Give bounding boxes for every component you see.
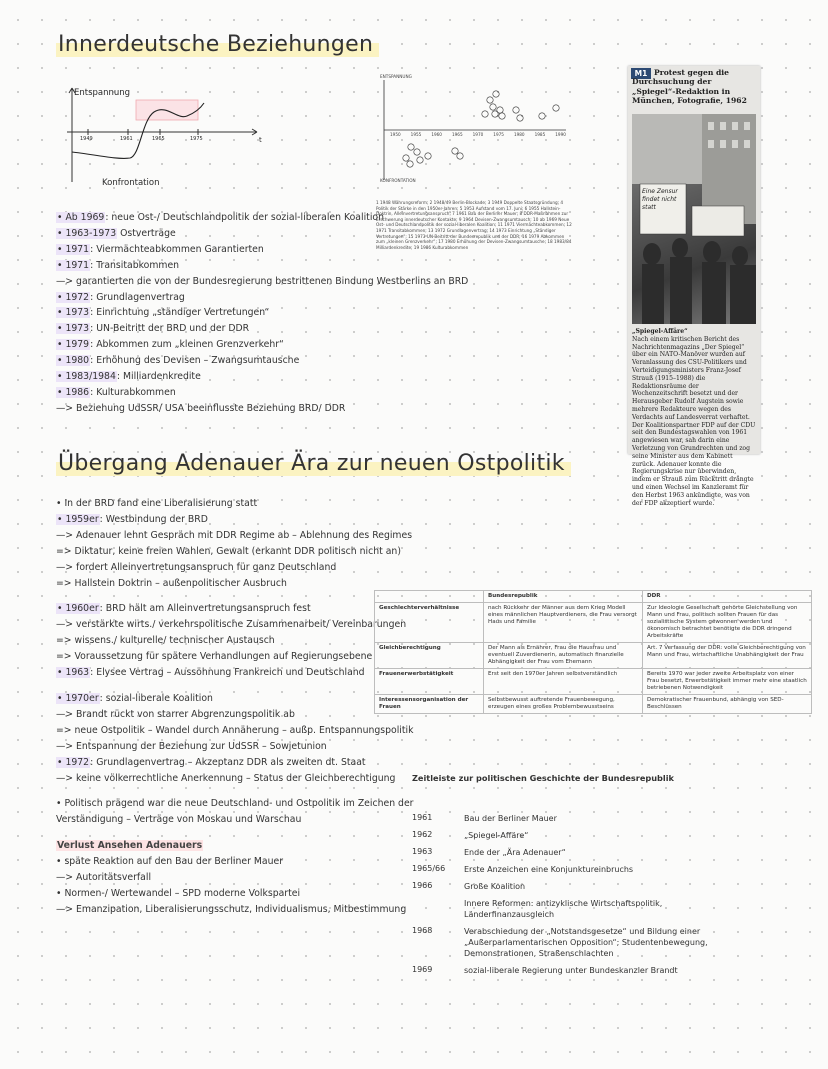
section-title-2: Übergang Adenauer Ära zur neuen Ostpolitik (56, 451, 571, 476)
note-text: —> Beziehung UdSSR/ USA beeinflusste Beziehung BRD/ DDR (56, 402, 346, 414)
note-text: : Elysee Vertrag – Aussöhnung Frankreich und Deutschland (90, 667, 365, 679)
note-text: : sozial-liberale Koalition (99, 692, 213, 704)
tick-1961: 1961 (120, 136, 133, 142)
note-line (56, 739, 414, 755)
note-line (56, 755, 414, 771)
table-row: Frauenerwerbstätigkeit Erst seit den 1970er Jahren selbstverständlich Bereits 1970 war jeder zweite Arbeitsplatz von einer Frau besetzt, Erwerbstätigkeit immer mehr eine staatlich betriebenen Notwendigkeit (375, 669, 812, 695)
timeline-year: 1961 (412, 813, 433, 822)
note-line (56, 691, 414, 707)
header-ddr: DDR (643, 591, 812, 603)
note-date: • 1971 (57, 259, 90, 271)
note-text: —> Entspannung der Beziehung zur UdSSR – Sowjetunion (56, 740, 327, 752)
timeline-year: 1969 (412, 965, 433, 974)
photo-caption (632, 328, 756, 507)
note-line (56, 633, 414, 649)
timeline (412, 773, 812, 982)
timeline-row (412, 965, 812, 976)
timeline-event: Bau der Berliner Mauer (464, 814, 557, 823)
tick-t: t (259, 136, 262, 144)
table-header-row (375, 591, 812, 603)
timeline-row (412, 813, 812, 824)
note-text: —> Emanzipation, Liberalisierungsschutz, Individualismus, Mitbestimmung (56, 903, 407, 915)
axis-label-top: Entspannung (74, 88, 131, 98)
photo-svg (632, 114, 756, 324)
note-date: • 1971 (57, 243, 90, 255)
note-line (56, 226, 468, 242)
note-date: • 1973 (57, 307, 90, 319)
note-date: • 1979 (57, 339, 90, 351)
timeline-year (412, 898, 464, 920)
hand-drawn-graph (62, 80, 272, 192)
note-text: : Einrichtung „ständiger Vertretungen“ (90, 307, 270, 319)
timeline-row (412, 898, 812, 920)
photo-heading: Protest gegen die Durchsuchung der „Spiegel“-Redaktion in München, Fotografie, 1962 (632, 68, 747, 106)
note-line (56, 290, 468, 306)
protest-photo (632, 114, 756, 324)
axis-label-bottom: Konfrontation (102, 178, 160, 188)
tick-1965: 1965 (152, 136, 165, 142)
printed-top-label: ENTSPANNUNG (380, 74, 412, 79)
note-line (56, 321, 468, 337)
note-line (56, 274, 468, 290)
comparison-table (374, 590, 812, 714)
note-text: : UN-Beitritt der BRD und der DDR (90, 323, 250, 335)
note-text: —> Adenauer lehnt Gespräch mit DDR Regime ab – Ablehnung des Regimes (56, 529, 413, 541)
note-heading: Verlust Ansehen Adenauers (57, 840, 203, 852)
note-text: => neue Ostpolitik – Wandel durch Annäherung – außp. Entspannungspolitik (56, 724, 414, 736)
note-text: —> fordert Alleinvertretungsanspruch für ganz Deutschland (56, 561, 337, 573)
timeline-event: Verabschiedung der „Notstandsgesetze“ und Bildung einer „Außerparlamentarischen Opposition“; Studentenbewegung, Demonstrationen, Straßenschlachten (464, 927, 708, 958)
timeline-row (412, 864, 812, 875)
note-date: • 1972 (57, 291, 90, 303)
note-text: —> garantierten die von der Bundesregierung bestrittenen Bindung Westberlins an BRD (56, 275, 469, 287)
note-line (56, 496, 414, 512)
note-date: • 1963-1973 (57, 227, 117, 239)
timeline-event: sozial-liberale Regierung unter Bundeskanzler Brandt (464, 966, 678, 975)
table-row: Geschlechterverhältnisse nach Rückkehr der Männer aus dem Krieg Modell eines männlichen Hauptverdieners, die Frau versorgt Haus und Familie Zur Ideologie Gesellschaft gehörte Gleichstellung von Mann und Frau, politisch sollten Frauen für das sozialistische System gewonnen werden und ökonomisch betrachtet benötigte die DDR dringend Arbeitskräfte (375, 603, 812, 643)
tick-1949: 1949 (80, 136, 93, 142)
table-row: Interessensorganisation der Frauen Selbstbewusst auftretende Frauenbewegung, erzeugen eines großes Problembewusstseins Demokratischer Frauenbund, abhängig von SED-Beschlüssen (375, 695, 812, 714)
note-line (56, 665, 414, 681)
note-line (56, 258, 468, 274)
caption-text: Nach einem kritischen Bericht des Nachrichtenmagazins „Der Spiegel“ über ein NATO-Manöver wurden auf Veranlassung des CSU-Politikers und Verteidigungsministers Franz-Josef Strauß (1915–1988) die Redaktionsräume der Wochenzeitschrift besetzt und der Herausgeber Rudolf Augstein sowie mehrere Redakteure wegen des Verdachts auf Landesverrat verhaftet. Der Koalitionspartner FDP auf der CDU seit den Bundestagswahlen von 1961 angewiesen war, sah darin eine Verletzung von Grundrechten und zog seine Minister aus dem Kabinett zurück. Adenauer konnte die Regierungskrise nur überwinden, indem er Strauß zum Rücktritt drängte und einen Wechsel im Kanzleramt für den Herbst 1963 ankündigte, was von der FDP akzeptiert wurde. (632, 335, 756, 507)
note-line (56, 601, 414, 617)
note-line (56, 617, 414, 633)
header-brd: Bundesrepublik (484, 591, 643, 603)
note-gap (56, 681, 414, 691)
note-text: : BRD hält am Alleinvertretungsanspruch fest (99, 603, 311, 615)
note-line (56, 886, 414, 902)
photo-badge: M1 (631, 68, 651, 79)
comparison-table-grid (374, 590, 812, 714)
note-text: • Politisch prägend war die neue Deutschland- und Ostpolitik im Zeichen der (56, 798, 414, 810)
note-gap (56, 828, 414, 838)
notes-ostpolitik (56, 496, 414, 918)
timeline-year: 1968 (412, 926, 433, 935)
printed-bottom-label: KONFRONTATION (380, 178, 416, 183)
note-line (56, 353, 468, 369)
printed-year-ticks: 1950 1955 1960 1965 1970 1975 1980 1985 1990 (390, 132, 566, 137)
note-text: —> keine völkerrechtliche Anerkennung – Status der Gleichberechtigung (56, 772, 396, 784)
note-line (56, 771, 414, 787)
timeline-row (412, 847, 812, 858)
note-date: • 1959er (57, 513, 99, 525)
note-line (56, 854, 414, 870)
highlight-box (136, 100, 198, 120)
timeline-row (412, 881, 812, 892)
note-date: • 1983/1984 (57, 371, 116, 383)
note-text: => Voraussetzung für spätere Verhandlungen auf Regierungsebene (56, 651, 373, 663)
note-line (56, 242, 468, 258)
note-text: : Abkommen zum „kleinen Grenzverkehr“ (90, 339, 284, 351)
note-text: : Grundlagenvertrag – Akzeptanz DDR als zweiten dt. Staat (90, 756, 366, 768)
note-date: • 1970er (57, 692, 99, 704)
note-line (56, 544, 414, 560)
note-text: : Transitabkommen (90, 259, 180, 271)
note-text: : Viermächteabkommen Garantierten (90, 243, 264, 255)
note-text: —> verstärkte wirts./ verkehrspolitische Zusammenarbeit/ Vereinbarungen (56, 619, 407, 631)
note-text: : Erhöhung des Devisen – Zwangsumtausche (90, 355, 300, 367)
timeline-event: „Spiegel-Affäre“ (464, 831, 529, 840)
note-line (56, 369, 468, 385)
note-text: => Hallstein Doktrin – außenpolitischer Ausbruch (56, 577, 287, 589)
note-line (56, 576, 414, 592)
note-line (56, 385, 468, 401)
note-line (56, 707, 414, 723)
timeline-title: Zeitleiste zur politischen Geschichte der Bundesrepublik (412, 773, 674, 783)
note-date: • 1980 (57, 355, 90, 367)
note-text: • späte Reaktion auf den Bau der Berliner Mauer (56, 856, 284, 868)
note-line (56, 796, 414, 812)
note-line (56, 812, 414, 828)
note-line (56, 870, 414, 886)
note-line (56, 528, 414, 544)
timeline-row (412, 926, 812, 959)
note-text: : Kulturabkommen (90, 386, 176, 398)
timeline-row (412, 830, 812, 841)
note-line (56, 305, 468, 321)
timeline-event: Erste Anzeichen eine Konjunktureinbruchs (464, 865, 634, 874)
note-text: : Milliardenkredite (116, 371, 201, 383)
timeline-year: 1963 (412, 847, 433, 856)
timeline-event: Innere Reformen: antizyklische Wirtschaftspolitik, Länderfinanzausgleich (464, 899, 663, 919)
note-line (56, 560, 414, 576)
caption-title: „Spiegel-Affäre“ (632, 328, 688, 335)
timeline-event: Große Koalition (464, 882, 526, 891)
photo-card (628, 66, 760, 507)
timeline-rows (412, 813, 812, 976)
tick-1975: 1975 (190, 136, 203, 142)
note-line (56, 210, 468, 226)
timeline-year: 1965/66 (412, 864, 446, 873)
note-date: • 1963 (57, 667, 90, 679)
table-row: Gleichberechtigung Der Mann als Ernährer, Frau die Hausfrau und eventuell Zuverdienerin, automatisch finanzielle Abhängigkeit der Frau vom Ehemann Art. 7 Verfassung der DDR: volle Gleichberechtigung von Mann und Frau, wirtschaftliche Unabhängigkeit der Frau (375, 643, 812, 669)
section-title-1: Innerdeutsche Beziehungen (56, 32, 379, 57)
note-line (56, 512, 414, 528)
note-line (56, 401, 468, 417)
note-text: • Normen-/ Wertewandel – SPD moderne Volkspartei (56, 887, 301, 899)
note-line (56, 337, 468, 353)
note-text: Verständigung – Verträge von Moskau und Warschau (56, 814, 302, 826)
protest-sign: Eine Zensur findet nicht statt (642, 188, 678, 211)
note-text: Ostverträge (117, 227, 176, 239)
note-text: —> Brandt rückt von starrer Abgrenzungspolitik ab (56, 708, 295, 720)
event-markers (403, 91, 559, 167)
timeline-year: 1966 (412, 881, 433, 890)
note-date: • Ab 1969 (57, 212, 105, 223)
note-text: : neue Ost-/ Deutschlandpolitik der sozial-liberalen Koalition (105, 212, 384, 223)
note-line (56, 649, 414, 665)
note-text: => Diktatur, keine freien Wahlen, Gewalt (erkannt DDR politisch nicht an) (56, 545, 401, 557)
note-date: • 1973 (57, 323, 90, 335)
timeline-year: 1962 (412, 830, 433, 839)
note-gap (56, 786, 414, 796)
note-line (56, 838, 414, 854)
note-gap (56, 591, 414, 601)
timeline-event: Ende der „Ära Adenauer“ (464, 848, 566, 857)
notes-innerdeutsch (56, 210, 468, 417)
note-text: : Westbindung der BRD (99, 513, 208, 525)
note-date: • 1960er (57, 603, 99, 615)
note-line (56, 723, 414, 739)
note-text: => wissens./ kulturelle/ technischer Austausch (56, 635, 275, 647)
note-date: • 1986 (57, 386, 90, 398)
note-line (56, 902, 414, 918)
note-text: —> Autoritätsverfall (56, 872, 152, 884)
printed-legend: 1 1948 Währungsreform; 2 1948/49 Berlin-Blockade; 3 1949 Doppelte Staatsgründung; 4 Politik der Stärke in den 1950er-Jahren; 5 1953 Aufstand vom 17. Juni; 6 1955 Hallstein-Doktrin, Alleinvertretungsanspruch; 7 1961 Bau der Berliner Mauer; 8 DDR-Maßnahmen zur Erschwerung innerdeutscher Kontakte; 9 1964 Devisen-Zwangsumtausch; 10 ab 1969 Neue Ost- und Deutschlandpolitik der sozial-liberalen Koalition; 11 1971 Viermächteabkommen; 12 1971 Transitabkommen; 13 1972 Grundlagenvertrag; 14 1973 Einrichtung „Ständiger Vertretungen“; 15 1973 UN-Beitritt der Bundesrepublik und der DDR; 16 1979 Abkommen zum „kleinen Grenzverkehr“; 17 1980 Erhöhung der Devisen-Zwangsumtausche; 18 1983/84 Milliardenkredite; 19 1986 Kulturabkommen (376, 200, 572, 250)
note-text: • In der BRD fand eine Liberalisierung statt (56, 498, 258, 509)
note-date: • 1972 (57, 756, 90, 768)
note-text: : Grundlagenvertrag (90, 291, 185, 303)
